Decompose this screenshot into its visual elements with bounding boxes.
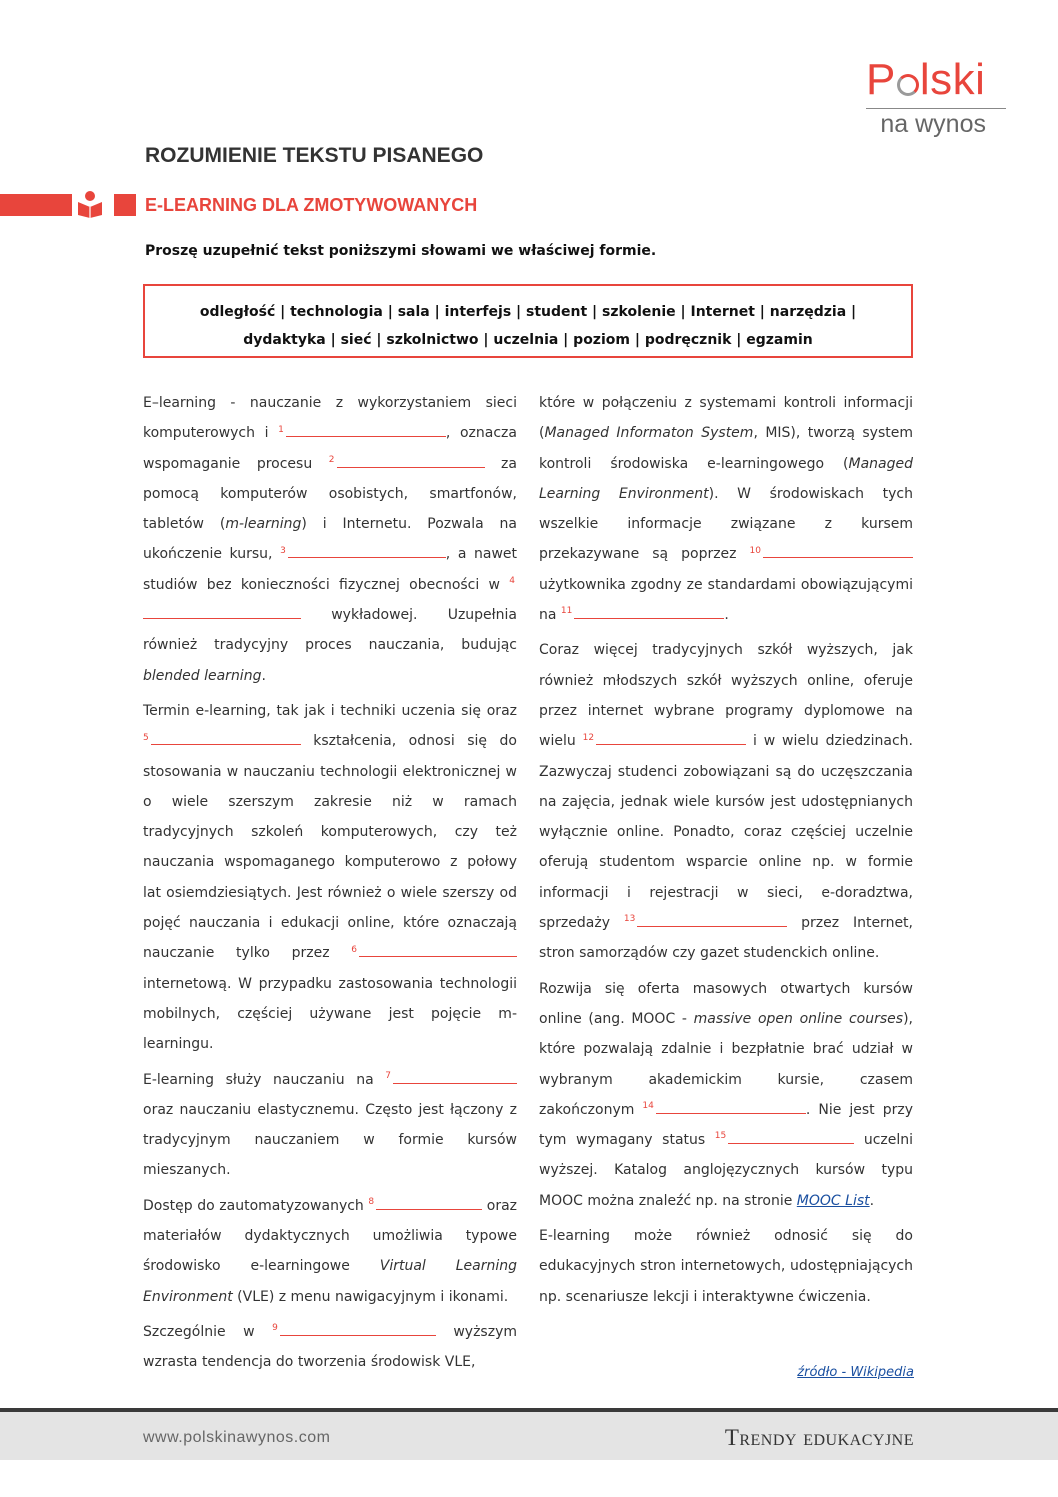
page-title: ROZUMIENIE TEKSTU PISANEGO	[145, 144, 484, 167]
paragraph: Szczególnie w $^9$ wyższym wzrasta tendencja do tworzenia środowisk VLE,	[143, 1317, 517, 1378]
paragraph: Rozwija się oferta masowych otwartych kursów online (ang. MOOC - massive open online courses), które pozwalają zdalnie i bezpłatnie brać udział w wybranym akademickim kursie, czasem zakończonym $^{14}$ . Nie jest przy tym wymagany status $^{15}$ uczelni wyższej. Katalog anglojęzycznych kursów typu MOOC można znaleźć np. na stronie MOOC List.	[539, 980, 914, 1209]
blank-15[interactable]	[728, 1129, 854, 1144]
blank-13[interactable]	[637, 912, 787, 927]
logo-circle-icon	[897, 74, 919, 96]
text-column-right	[539, 388, 913, 1317]
brand-logo	[866, 56, 1006, 139]
logo-wordmark	[866, 56, 1006, 104]
accent-bar	[0, 194, 72, 216]
word-bank-line: dydaktyka | sieć | szkolnictwo | uczelnia | poziom | podręcznik | egzamin	[243, 332, 813, 348]
paragraph: Coraz więcej tradycyjnych szkół wyższych, jak również młodszych szkół wyższych online, oferuje przez internet wybrane programy dyplomowe na wielu $^{12}$ i w wielu dziedzinach. Zazwyczaj studenci zobowiązani są do uczęszczania na zajęcia, jednak wiele kursów jest udostępnianych wyłącznie online. Ponadto, coraz częściej uczelnie oferują studentom wsparcie online np. w formie informacji i rejestracji w sieci, e-doradztwa, sprzedaży $^{13}$ przez Internet, stron samorządów czy gazet studenckich online.	[539, 642, 913, 962]
footer-section-label: Trendy edukacyjne	[724, 1425, 914, 1450]
paragraph: które w połączeniu z systemami kontroli informacji (Managed Informaton System, MIS), tworzą system kontroli środowiska e-learningowego (Managed Learning Environment). W środowiskach tych wszelkie informacje związane z kursem przekazywane są poprzez $^{10}$ użytkownika zgodny ze standardami obowiązującymi na $^{11}$ .	[539, 395, 914, 624]
blank-1[interactable]	[286, 422, 446, 437]
text-column-left	[143, 388, 517, 1383]
paragraph: E-learning służy nauczaniu na $^7$ oraz nauczaniu elastycznemu. Często jest łączony z tradycyjnym nauczaniem w formie kursów mieszanych.	[143, 1065, 517, 1186]
blank-6[interactable]	[359, 942, 517, 957]
paragraph: Dostęp do zautomatyzowanych $^8$ oraz materiałów dydaktycznych umożliwia typowe środowisko e-learningowe Virtual Learning Environment (VLE) z menu nawigacyjnym i ikonami.	[143, 1191, 517, 1312]
blank-5[interactable]	[151, 730, 301, 745]
logo-tagline: na wynos	[866, 108, 1006, 139]
logo-letters: lski	[919, 55, 986, 104]
blank-4[interactable]	[143, 604, 301, 619]
open-book-icon	[76, 190, 104, 218]
source-link[interactable]: źródło - Wikipedia	[797, 1365, 914, 1380]
blank-9[interactable]	[280, 1321, 436, 1336]
paragraph: E–learning - nauczanie z wykorzystaniem sieci komputerowych i $^1$ , oznacza wspomaganie procesu $^2$ za pomocą komputerów osobistych, smartfonów, tabletów (m-learning) i Internetu. Pozwala na ukończenie kursu, $^3$ , a nawet studiów bez konieczności fizycznej obecności w $^4$ wykładowej. Uzupełnia również tradycyjny proces nauczania, budując blended learning.	[143, 395, 518, 684]
blank-11[interactable]	[574, 604, 724, 619]
section-subtitle: E-LEARNING DLA ZMOTYWOWANYCH	[145, 195, 478, 215]
word-bank	[143, 284, 913, 358]
word-bank-line: odległość | technologia | sala | interfejs | student | szkolenie | Internet | narzędzia |	[199, 304, 857, 320]
mooc-list-link[interactable]: MOOC List	[796, 1192, 870, 1209]
blank-8[interactable]	[376, 1195, 482, 1210]
logo-letter: P	[866, 55, 896, 104]
paragraph: Termin e-learning, tak jak i techniki uczenia się oraz $^5$ kształcenia, odnosi się do stosowania w nauczaniu technologii elektronicznej w o wiele szerszym zakresie niż w ramach tradycyjnych szkoleń komputerowych, czy też nauczania wspomaganego komputerowo z połowy lat osiemdziesiątych. Jest również o wiele szerszy od pojęć nauczania i edukacji online, które oznaczają nauczanie tylko przez $^6$ internetową. W przypadku zastosowania technologii mobilnych, częściej używane jest pojęcie m-learningu.	[143, 702, 517, 1053]
blank-2[interactable]	[337, 453, 485, 468]
paragraph: E-learning może również odnosić się do edukacyjnych stron internetowych, udostępniających np. scenariusze lekcji i interaktywne ćwiczenia.	[539, 1228, 913, 1305]
blank-14[interactable]	[656, 1099, 806, 1114]
blank-10[interactable]	[763, 543, 913, 558]
blank-7[interactable]	[393, 1069, 517, 1084]
instruction-text: Proszę uzupełnić tekst poniższymi słowami we właściwej formie.	[145, 243, 657, 259]
accent-square	[114, 194, 136, 216]
footer-url[interactable]: www.polskinawynos.com	[143, 1429, 331, 1446]
blank-12[interactable]	[596, 730, 746, 745]
blank-3[interactable]	[288, 543, 446, 558]
